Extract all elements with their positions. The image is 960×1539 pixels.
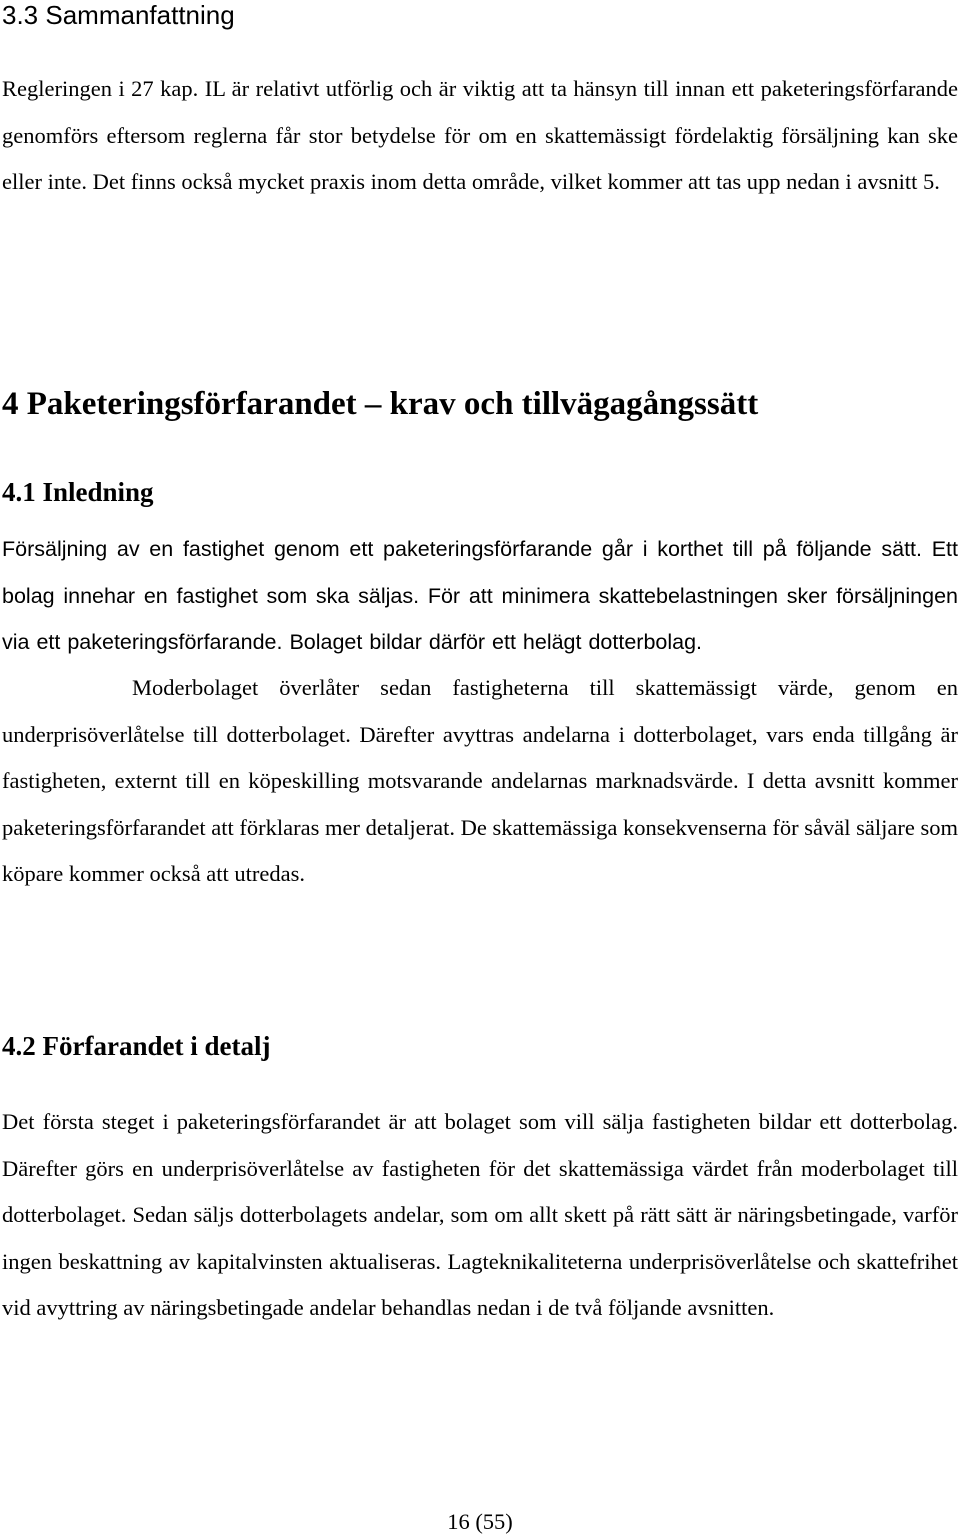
section-4-1-paragraph-part2: Moderbolaget överlåter sedan fastigheterna till skattemässigt värde, genom en underprisöverlåtelse till dotterbolaget. Därefter avyttras andelarna i dotterbolaget, vars enda tillgång är fastigheten, externt till en köpeskilling motsvarande andelarnas marknadsvärde. I detta avsnitt kommer paketeringsförfarandet att förklaras mer detaljerat. De skattemässiga konsekvenserna för såväl säljare som köpare kommer också att utredas.: [2, 675, 958, 886]
section-4-1-paragraph-part1: Försäljning av en fastighet genom ett paketeringsförfarande går i korthet till på följande sätt. Ett bolag innehar en fastighet som ska säljas. För att minimera skattebelastningen sker försäljningen via ett paketeringsförfarande. Bolaget bildar därför ett helägt dotterbolag.: [2, 537, 958, 654]
chapter-4-heading: 4 Paketeringsförfarandet – krav och tillvägagångssätt: [2, 386, 759, 422]
section-3-3-heading: 3.3 Sammanfattning: [2, 0, 235, 30]
section-3-3-paragraph: Regleringen i 27 kap. IL är relativt utförlig och är viktig att ta hänsyn till innan ett paketeringsförfarande genomförs eftersom reglerna får stor betydelse för om en skattemässigt fördelaktig försäljning kan ske eller inte. Det finns också mycket praxis inom detta område, vilket kommer att tas upp nedan i avsnitt 5.: [2, 76, 958, 194]
section-4-2-paragraph: Det första steget i paketeringsförfarandet är att bolaget som vill sälja fastigheten bildar ett dotterbolag. Därefter görs en underprisöverlåtelse av fastigheten för det skattemässiga värdet från moderbolaget till dotterbolaget. Sedan säljs dotterbolagets andelar, som om allt skett på rätt sätt är näringsbetingade, varför ingen beskattning av kapitalvinsten aktualiseras. Lagteknikaliteterna underprisöverlåtelse och skattefrihet vid avyttring av näringsbetingade andelar behandlas nedan i de två följande avsnitten.: [2, 1109, 958, 1320]
page-number: 16 (55): [447, 1509, 513, 1534]
section-4-2-heading: 4.2 Förfarandet i detalj: [2, 1031, 271, 1061]
section-4-1-heading: 4.1 Inledning: [2, 477, 154, 507]
